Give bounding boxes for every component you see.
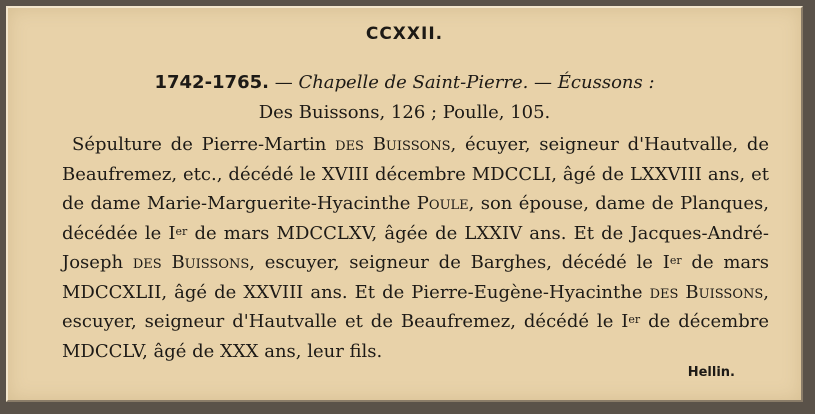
ordinal-superscript: er <box>628 313 641 326</box>
body-text: de décembre MDCCLV, âgé de XXX ans, leur fils. <box>62 311 770 362</box>
entry-heading <box>48 68 761 128</box>
family-name: Poule <box>416 193 469 214</box>
heading-dates: 1742-1765. <box>154 72 269 93</box>
entry-number: CCXXII. <box>365 24 444 44</box>
body-text: , écuyer, seigneur d'Hautvalle, de Beaufremez, etc., décédé le XVIII décembre MDCCLI, âgé de LXXVIII ans, et de dame Marie-Marguerite-Hyacinthe <box>62 134 770 214</box>
heading-ecussons: Écussons : <box>557 72 655 93</box>
body-text: , son épouse, dame de Planques, décédée le I <box>62 193 770 244</box>
heading-dash: — <box>268 72 299 93</box>
family-name: des Buissons <box>132 252 250 273</box>
signature: Hellin. <box>687 365 735 380</box>
entry-body <box>62 130 769 366</box>
body-text: de mars MDCCLXV, âgée de LXXIV ans. Et de Jacques-André-Joseph <box>62 222 770 273</box>
body-text: de mars MDCCXLII, âgé de XXVIII ans. Et de Pierre-Eugène-Hyacinthe <box>62 252 770 303</box>
body-text: , escuyer, seigneur d'Hautvalle et de Beaufremez, décédé le I <box>62 281 770 332</box>
ordinal-superscript: er <box>175 224 188 238</box>
ordinal-superscript: er <box>669 254 682 267</box>
document-page <box>6 6 803 402</box>
heading-arms: Des Buissons, 126 ; Poulle, 105. <box>258 102 551 123</box>
heading-chapel: Chapelle de Saint-Pierre. <box>298 72 529 93</box>
family-name: des Buissons <box>649 281 764 303</box>
family-name: des Buissons <box>335 134 451 155</box>
body-text: Sépulture de Pierre-Martin <box>72 134 336 155</box>
heading-line-1 <box>48 68 761 98</box>
body-text: , escuyer, seigneur de Barghes, décédé le I <box>249 252 670 273</box>
heading-dash: — <box>528 72 558 93</box>
